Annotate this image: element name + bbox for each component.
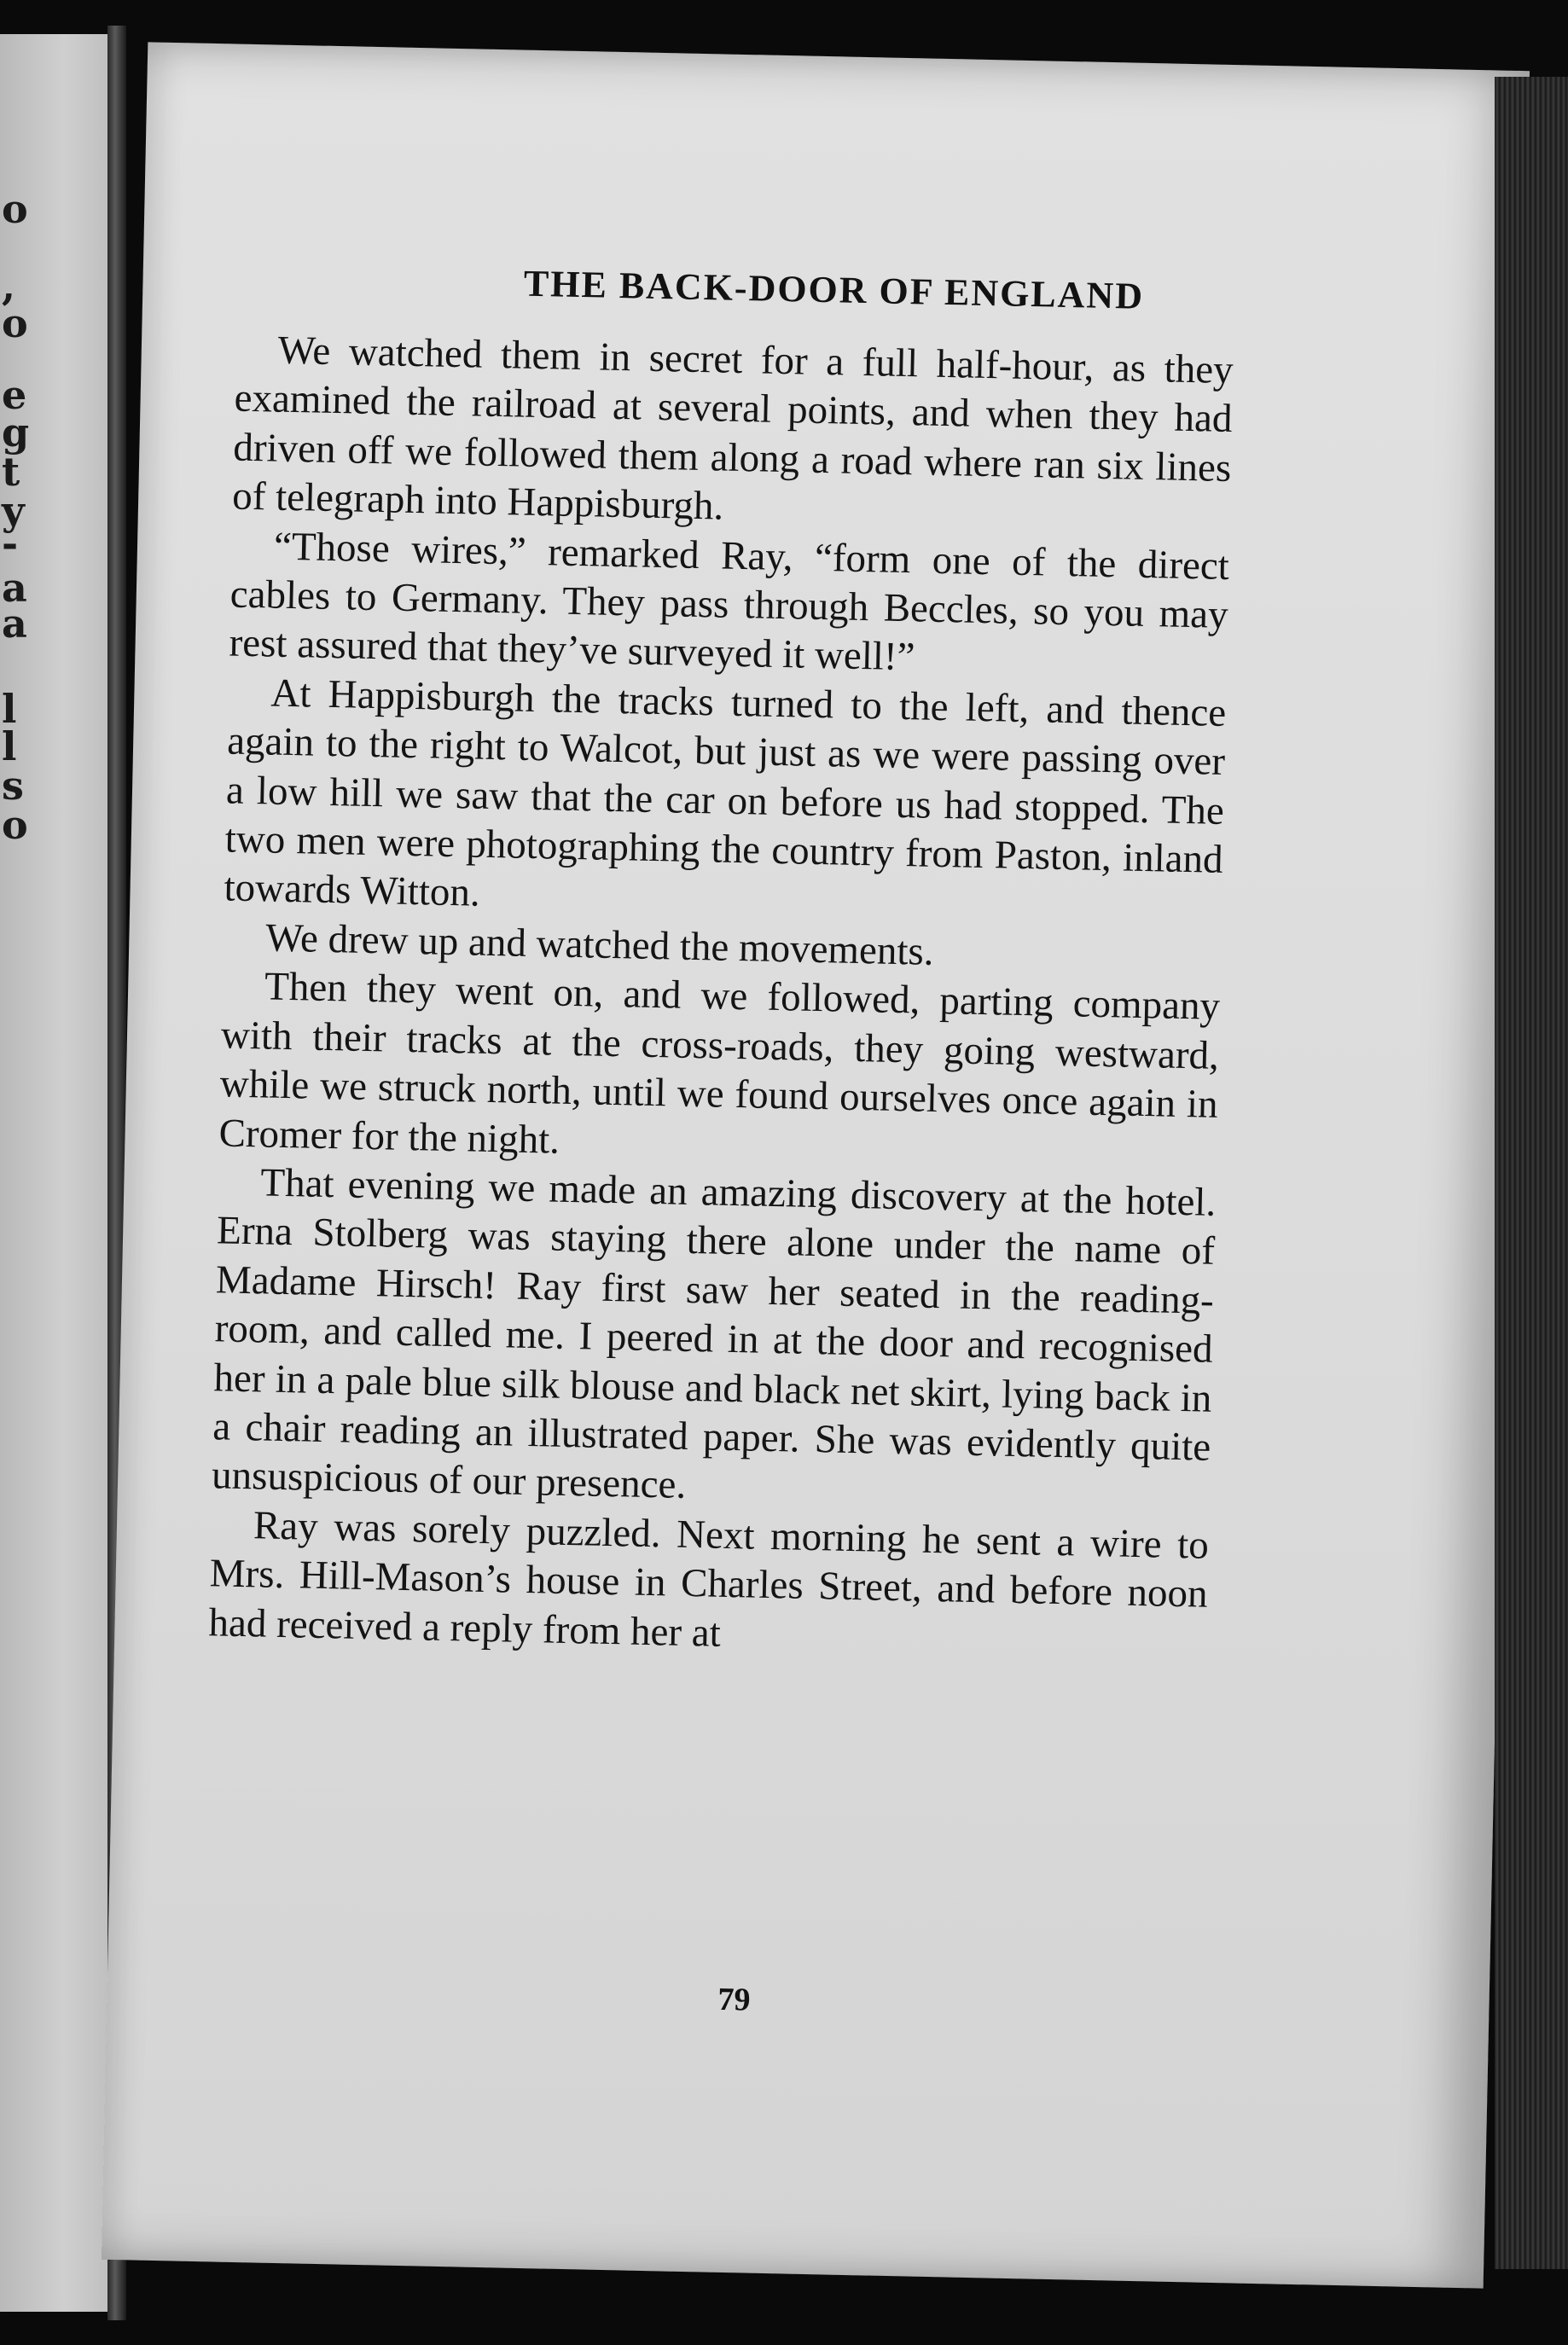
- facing-page-edge: [0, 34, 116, 2312]
- edge-char: o: [2, 186, 28, 232]
- paragraph: “Those wires,” remarked Ray, “form one of the direct cables to Germany. They pass through Beccles, so you may rest assured that they’ve surveyed it well!”: [229, 524, 1230, 680]
- paragraph: We drew up and watched the movements.: [264, 915, 935, 974]
- paragraph: We watched them in secret for a full half-hour, as they examined the railroad at several points, and when they had driven off we followed them along a road where ran six lines of telegraph into Happisburgh.: [231, 328, 1234, 529]
- page-number: 79: [717, 1981, 751, 2018]
- book-page: [102, 42, 1530, 2288]
- paragraph: Then they went on, and we followed, parting company with their tracks at the cross-roads, they going westward, while we struck north, until we found ourselves once again in Cromer for the night.: [218, 964, 1221, 1163]
- edge-char: -: [2, 520, 19, 566]
- page-stack-edge: [1495, 77, 1568, 2269]
- edge-char: y: [2, 488, 25, 534]
- page-body: [208, 326, 1234, 1669]
- running-head: THE BACK-DOOR OF ENGLAND: [523, 262, 1145, 317]
- edge-char: t: [2, 449, 20, 495]
- edge-char: o: [2, 300, 28, 346]
- edge-char: o: [2, 802, 28, 848]
- edge-char: ,: [2, 263, 16, 309]
- edge-char: g: [2, 409, 30, 456]
- paragraph: Ray was sorely puzzled. Next morning he sent a wire to Mrs. Hill-Mason’s house in Charles Street, and before noon had received a reply from her at: [208, 1503, 1210, 1656]
- edge-char: l: [2, 686, 17, 732]
- edge-char: a: [2, 565, 27, 611]
- edge-char: s: [2, 763, 24, 809]
- edge-char: l: [2, 723, 17, 769]
- paragraph: At Happisburgh the tracks turned to the left, and thence again to the right to Walcot, but just as we were passing over a low hill we saw that the car on before us had stopped. The two men were photographing the country from Paston, inland towards Witton.: [224, 670, 1227, 916]
- edge-char: e: [2, 372, 27, 418]
- paragraph: That evening we made an amazing discovery at the hotel. Erna Stolberg was staying there alone under the name of Madame Hirsch! Ray first saw her seated in the reading-room, and called me. I peered in at the door and recognised her in a pale blue silk blouse and black net skirt, lying back in a chair reading an illustrated paper. She was evidently quite unsuspicious of our presence.: [211, 1160, 1217, 1508]
- edge-char: a: [2, 601, 27, 647]
